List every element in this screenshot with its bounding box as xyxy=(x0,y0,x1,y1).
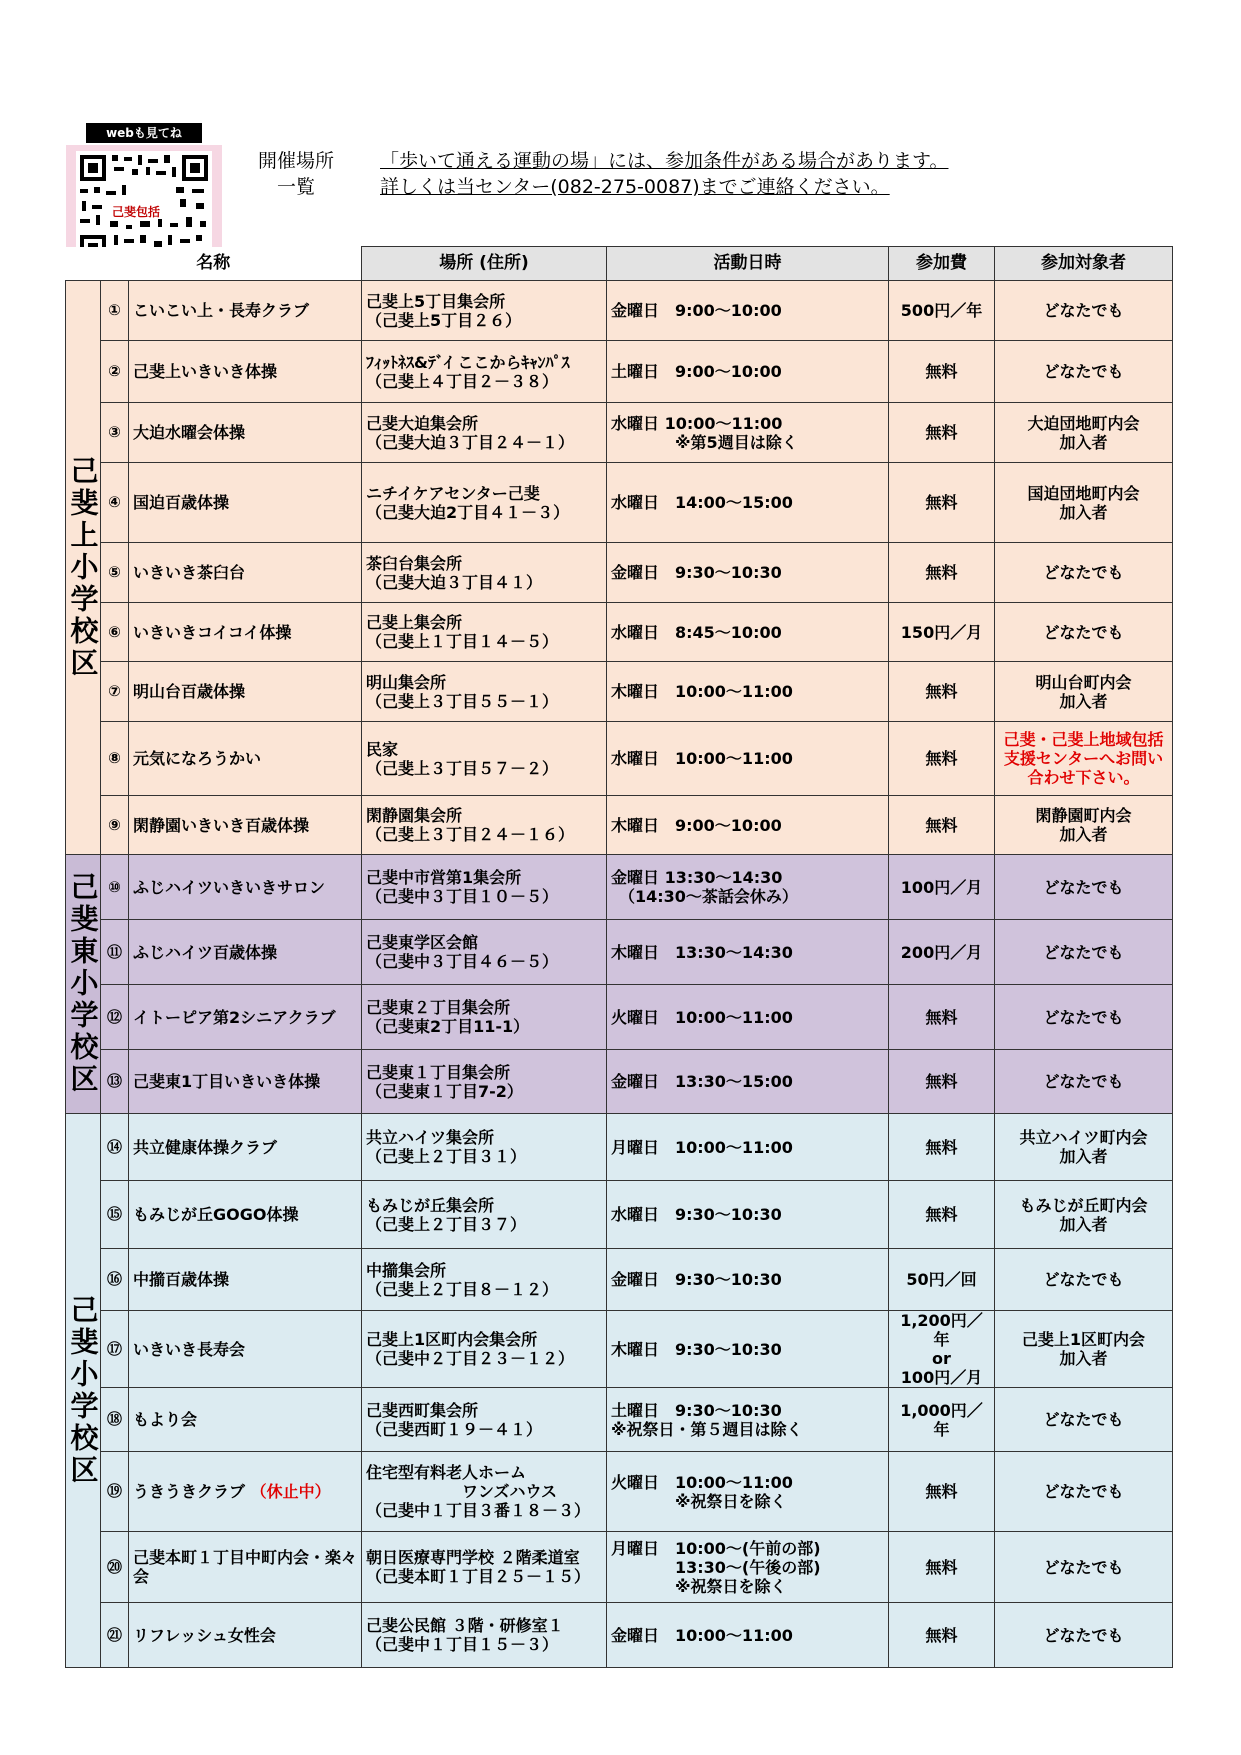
row-name: ふじハイツいきいきサロン xyxy=(129,855,362,920)
row-target: どなたでも xyxy=(995,543,1173,603)
school-district: 己斐上小学校区 xyxy=(66,281,101,855)
row-target: どなたでも xyxy=(995,603,1173,662)
row-number: ⑮ xyxy=(101,1181,129,1249)
row-target: 共立ハイツ町内会 加入者 xyxy=(995,1114,1173,1181)
row-fee: 500円／年 xyxy=(889,281,995,341)
row-number: ㉑ xyxy=(101,1603,129,1668)
table-row xyxy=(66,463,1173,543)
row-target: どなたでも xyxy=(995,1452,1173,1532)
row-name: 元気になろうかい xyxy=(129,722,362,796)
table-row xyxy=(66,985,1173,1050)
row-number: ⑨ xyxy=(101,796,129,855)
row-name: もみじが丘GOGO体操 xyxy=(129,1181,362,1249)
row-time: 金曜日 10:00～11:00 xyxy=(607,1603,889,1668)
row-target: どなたでも xyxy=(995,1603,1173,1668)
row-place: 己斐上集会所 （己斐上１丁目１４－５） xyxy=(362,603,607,662)
row-target: もみじが丘町内会 加入者 xyxy=(995,1181,1173,1249)
row-fee: 100円／月 xyxy=(889,855,995,920)
row-number: ⑭ xyxy=(101,1114,129,1181)
row-number: ⑫ xyxy=(101,985,129,1050)
table-row xyxy=(66,1181,1173,1249)
row-time: 金曜日 9:00～10:00 xyxy=(607,281,889,341)
table-row xyxy=(66,1603,1173,1668)
row-place: 己斐東学区会館 （己斐中３丁目４６－５） xyxy=(362,920,607,985)
row-place: 己斐東１丁目集会所 （己斐東１丁目7-2） xyxy=(362,1050,607,1114)
table-row xyxy=(66,1532,1173,1603)
school-district: 己斐東小学校区 xyxy=(66,855,101,1114)
row-number: ⑪ xyxy=(101,920,129,985)
col-header-fee: 参加費 xyxy=(889,247,995,281)
row-time: 金曜日 9:30～10:30 xyxy=(607,1249,889,1311)
row-target: どなたでも xyxy=(995,1050,1173,1114)
row-fee: 無料 xyxy=(889,403,995,463)
row-fee: 無料 xyxy=(889,1181,995,1249)
row-fee: 無料 xyxy=(889,985,995,1050)
row-name: もより会 xyxy=(129,1388,362,1452)
row-target: どなたでも xyxy=(995,281,1173,341)
row-name: 共立健康体操クラブ xyxy=(129,1114,362,1181)
row-time: 木曜日 10:00～11:00 xyxy=(607,662,889,722)
row-target: どなたでも xyxy=(995,341,1173,403)
row-name: 己斐本町１丁目中町内会・楽々会 xyxy=(129,1532,362,1603)
row-number: ⑬ xyxy=(101,1050,129,1114)
row-time: 水曜日 10:00～11:00 ※第5週目は除く xyxy=(607,403,889,463)
table-row xyxy=(66,281,1173,341)
row-place: ﾌｨｯﾄﾈｽ&ﾃﾞｲ ここからｷｬﾝﾊﾟｽ （己斐上４丁目２－３８） xyxy=(362,341,607,403)
row-number: ⑧ xyxy=(101,722,129,796)
row-time: 水曜日 10:00～11:00 xyxy=(607,722,889,796)
row-fee: 200円／月 xyxy=(889,920,995,985)
row-time: 木曜日 13:30～14:30 xyxy=(607,920,889,985)
row-place: 閑静園集会所 （己斐上３丁目２４－１６） xyxy=(362,796,607,855)
table-row xyxy=(66,855,1173,920)
row-number: ⑦ xyxy=(101,662,129,722)
row-fee: 無料 xyxy=(889,463,995,543)
row-fee: 150円／月 xyxy=(889,603,995,662)
row-name: 閑静園いきいき百歳体操 xyxy=(129,796,362,855)
row-place: 住宅型有料老人ホーム ワンズハウス （己斐中１丁目３番１８－３） xyxy=(362,1452,607,1532)
row-place: 明山集会所 （己斐上３丁目５５－１） xyxy=(362,662,607,722)
row-time: 水曜日 14:00～15:00 xyxy=(607,463,889,543)
row-place: 中擶集会所 （己斐上２丁目８－１２） xyxy=(362,1249,607,1311)
row-name: 明山台百歳体操 xyxy=(129,662,362,722)
row-target: どなたでも xyxy=(995,920,1173,985)
row-place: 己斐上1区町内会集会所 （己斐中２丁目２３－１２） xyxy=(362,1311,607,1388)
school-district: 己斐小学校区 xyxy=(66,1114,101,1668)
row-time: 月曜日 10:00～(午前の部) 13:30～(午後の部) ※祝祭日を除く xyxy=(607,1532,889,1603)
row-target: 己斐・己斐上地域包括 支援センターへお問い 合わせ下さい。 xyxy=(995,722,1173,796)
row-fee: 無料 xyxy=(889,796,995,855)
col-header-name: 名称 xyxy=(66,247,362,281)
row-time: 月曜日 10:00～11:00 xyxy=(607,1114,889,1181)
row-target: どなたでも xyxy=(995,1249,1173,1311)
row-name-text: うきうきクラブ xyxy=(133,1482,246,1501)
table-row xyxy=(66,543,1173,603)
row-time: 水曜日 9:30～10:30 xyxy=(607,1181,889,1249)
row-target: どなたでも xyxy=(995,985,1173,1050)
table-row xyxy=(66,603,1173,662)
row-name: 中擶百歳体操 xyxy=(129,1249,362,1311)
row-target: 己斐上1区町内会 加入者 xyxy=(995,1311,1173,1388)
row-target: どなたでも xyxy=(995,855,1173,920)
row-fee: 無料 xyxy=(889,341,995,403)
row-name: ふじハイツ百歳体操 xyxy=(129,920,362,985)
row-name: イトーピア第2シニアクラブ xyxy=(129,985,362,1050)
row-place: 共立ハイツ集会所 （己斐上２丁目３１） xyxy=(362,1114,607,1181)
title-line-2: 一覧 xyxy=(276,176,315,198)
col-header-time: 活動日時 xyxy=(607,247,889,281)
row-fee: 無料 xyxy=(889,1452,995,1532)
row-fee: 無料 xyxy=(889,722,995,796)
suspended-badge: （休止中） xyxy=(250,1482,331,1501)
table-header-row xyxy=(66,247,1173,281)
table-row xyxy=(66,722,1173,796)
row-name: 国迫百歳体操 xyxy=(129,463,362,543)
row-name: 己斐上いきいき体操 xyxy=(129,341,362,403)
row-fee: 1,000円／年 xyxy=(889,1388,995,1452)
table-row xyxy=(66,1050,1173,1114)
row-target: どなたでも xyxy=(995,1388,1173,1452)
table-row xyxy=(66,920,1173,985)
row-number: ⑲ xyxy=(101,1452,129,1532)
row-name: いきいき茶臼台 xyxy=(129,543,362,603)
row-place: 茶臼台集会所 （己斐大迫３丁目４１） xyxy=(362,543,607,603)
row-fee: 無料 xyxy=(889,1050,995,1114)
row-place: ニチイケアセンター己斐 （己斐大迫2丁目４１－３） xyxy=(362,463,607,543)
row-name: 己斐東1丁目いきいき体操 xyxy=(129,1050,362,1114)
row-number: ⑯ xyxy=(101,1249,129,1311)
row-number: ② xyxy=(101,341,129,403)
row-target: 国迫団地町内会 加入者 xyxy=(995,463,1173,543)
table-row xyxy=(66,662,1173,722)
row-fee: 無料 xyxy=(889,1114,995,1181)
row-time: 土曜日 9:00～10:00 xyxy=(607,341,889,403)
row-place: 己斐中市営第1集会所 （己斐中３丁目１０－５） xyxy=(362,855,607,920)
row-target: どなたでも xyxy=(995,1532,1173,1603)
row-place: 己斐大迫集会所 （己斐大迫３丁目２４－１） xyxy=(362,403,607,463)
row-place: もみじが丘集会所 （己斐上２丁目３７） xyxy=(362,1181,607,1249)
row-target: 大迫団地町内会 加入者 xyxy=(995,403,1173,463)
row-place: 己斐西町集会所 （己斐西町１９－４１） xyxy=(362,1388,607,1452)
row-time: 火曜日 10:00～11:00 xyxy=(607,985,889,1050)
row-number: ⑩ xyxy=(101,855,129,920)
col-header-target: 参加対象者 xyxy=(995,247,1173,281)
table-row xyxy=(66,403,1173,463)
table-row xyxy=(66,1249,1173,1311)
row-number: ① xyxy=(101,281,129,341)
row-number: ④ xyxy=(101,463,129,543)
row-time: 木曜日 9:30～10:30 xyxy=(607,1311,889,1388)
row-fee: 無料 xyxy=(889,1532,995,1603)
notice xyxy=(380,148,1080,200)
notice-line-1: 「歩いて通える運動の場」には、参加条件がある場合があります。 xyxy=(380,150,949,172)
row-time: 金曜日 9:30～10:30 xyxy=(607,543,889,603)
row-number: ⑳ xyxy=(101,1532,129,1603)
row-fee: 50円／回 xyxy=(889,1249,995,1311)
row-number: ⑱ xyxy=(101,1388,129,1452)
row-place: 己斐上5丁目集会所 （己斐上5丁目２６） xyxy=(362,281,607,341)
row-name: いきいき長寿会 xyxy=(129,1311,362,1388)
row-fee: 無料 xyxy=(889,543,995,603)
row-place: 民家 （己斐上３丁目５７－２） xyxy=(362,722,607,796)
row-fee: 1,200円／年 or 100円／月 xyxy=(889,1311,995,1388)
row-target: 明山台町内会 加入者 xyxy=(995,662,1173,722)
row-time: 木曜日 9:00～10:00 xyxy=(607,796,889,855)
row-place: 己斐公民館 ３階・研修室１ （己斐中１丁目１５－３） xyxy=(362,1603,607,1668)
row-place: 己斐東２丁目集会所 （己斐東2丁目11-1） xyxy=(362,985,607,1050)
row-name: いきいきコイコイ体操 xyxy=(129,603,362,662)
row-time: 水曜日 8:45～10:00 xyxy=(607,603,889,662)
row-time: 土曜日 9:30～10:30 ※祝祭日・第５週目は除く xyxy=(607,1388,889,1452)
row-target: 閑静園町内会 加入者 xyxy=(995,796,1173,855)
qr-web-badge: webも見てね xyxy=(86,123,202,143)
page-title xyxy=(244,148,348,200)
row-name: こいこい上・長寿クラブ xyxy=(129,281,362,341)
row-name xyxy=(129,1452,362,1532)
row-place: 朝日医療専門学校 ２階柔道室 （己斐本町１丁目２５－１５） xyxy=(362,1532,607,1603)
row-name: 大迫水曜会体操 xyxy=(129,403,362,463)
table-row xyxy=(66,1114,1173,1181)
notice-line-2: 詳しくは当センター(082-275-0087)までご連絡ください。 xyxy=(380,176,890,198)
row-time: 金曜日 13:30～15:00 xyxy=(607,1050,889,1114)
qr-label: 己斐包括 xyxy=(112,205,161,219)
row-time: 金曜日 13:30～14:30 （14:30～茶話会休み） xyxy=(607,855,889,920)
col-header-place: 場所 (住所) xyxy=(362,247,607,281)
venue-table xyxy=(65,246,1173,1668)
row-fee: 無料 xyxy=(889,1603,995,1668)
table-row xyxy=(66,1311,1173,1388)
row-number: ⑰ xyxy=(101,1311,129,1388)
row-number: ③ xyxy=(101,403,129,463)
row-fee: 無料 xyxy=(889,662,995,722)
table-row xyxy=(66,341,1173,403)
row-name: リフレッシュ女性会 xyxy=(129,1603,362,1668)
title-line-1: 開催場所 xyxy=(257,150,334,172)
table-row xyxy=(66,1452,1173,1532)
table-row xyxy=(66,796,1173,855)
row-number: ⑥ xyxy=(101,603,129,662)
row-time: 火曜日 10:00～11:00 ※祝祭日を除く xyxy=(607,1452,889,1532)
row-number: ⑤ xyxy=(101,543,129,603)
table-row xyxy=(66,1388,1173,1452)
